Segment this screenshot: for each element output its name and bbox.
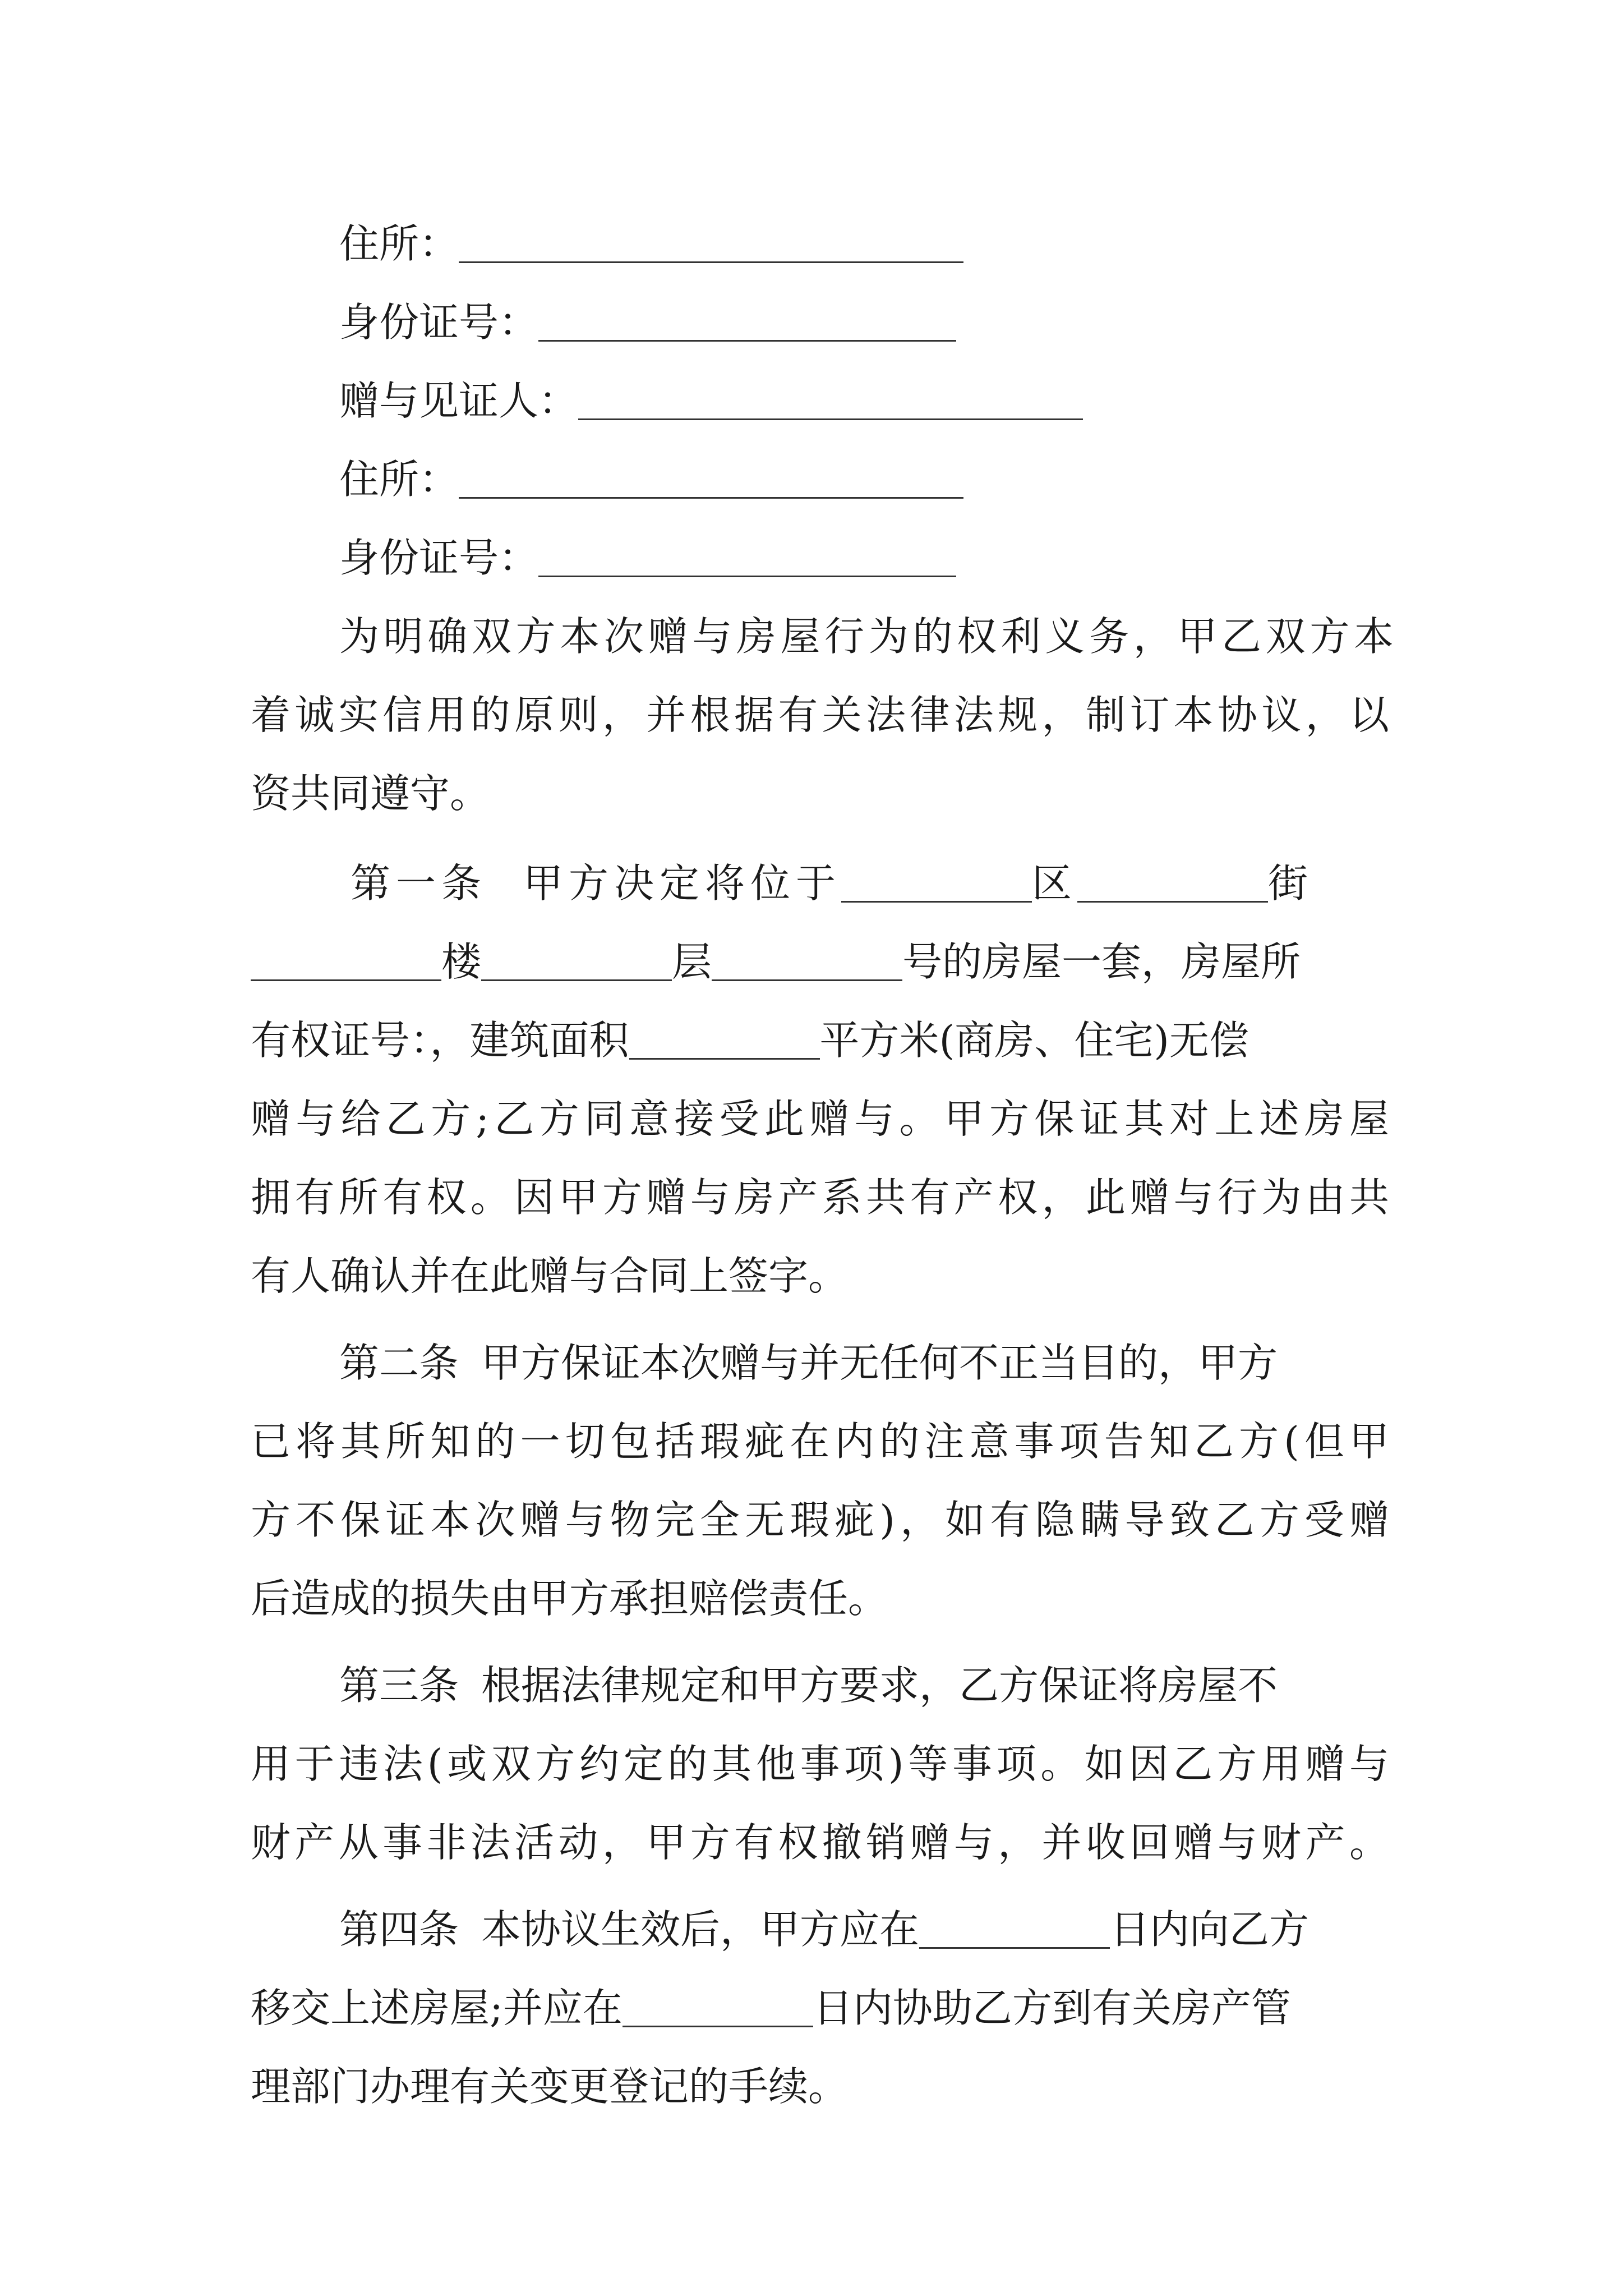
article-4-line-2 [251, 1969, 1389, 2047]
number-blank[interactable] [712, 940, 902, 981]
field-label: 身份证号： [339, 299, 539, 346]
witness-blank[interactable] [578, 379, 1083, 420]
article-3-line-3: 财产从事非法活动，甲方有权撤销赠与，并收回赠与财产。 [251, 1819, 1389, 1866]
address-blank-1[interactable] [459, 222, 963, 263]
district-label: 区 [1032, 860, 1078, 907]
article-2-heading: 第二条 [339, 1340, 459, 1386]
registration-days-blank[interactable] [623, 1986, 813, 2027]
article-3-text: 根据法律规定和甲方要求，乙方保证将房屋不 [481, 1662, 1278, 1709]
id-number-blank-1[interactable] [538, 301, 956, 342]
registration-days-label: 日内协助乙方到有关房产管 [813, 1985, 1291, 2031]
handover-days-blank[interactable] [919, 1908, 1110, 1949]
article-1-line-2 [251, 923, 1389, 1001]
intro-line-3: 资共同遵守。 [251, 770, 490, 817]
article-1-text: 甲方决定将位于 [523, 860, 842, 907]
field-label: 身份证号： [339, 535, 539, 581]
id-number-field-2 [339, 519, 1394, 597]
article-3-heading: 第三条 [339, 1662, 459, 1709]
article-2-line-4: 后造成的损失由甲方承担赔偿责任。 [251, 1575, 888, 1622]
article-2-text: 甲方保证本次赠与并无任何不正当目的，甲方 [481, 1340, 1278, 1386]
article-4-line-1 [339, 1890, 1394, 1969]
article-1-line-1 [351, 844, 1394, 923]
field-label: 住所： [339, 220, 459, 267]
field-label: 住所： [339, 456, 459, 503]
address-field-1 [339, 205, 1394, 283]
certificate-label: 有权证号：，建筑面积 [251, 1017, 629, 1064]
article-2-line-3: 方不保证本次赠与物完全无瑕疵)，如有隐瞒导致乙方受赠 [251, 1497, 1389, 1543]
area-blank[interactable] [629, 1019, 820, 1060]
witness-field [339, 362, 1394, 440]
article-1-line-3 [251, 1001, 1389, 1080]
article-4-heading: 第四条 [339, 1906, 459, 1953]
street-blank[interactable] [1077, 862, 1268, 903]
address-field-2 [339, 440, 1394, 519]
article-1-line-5: 拥有所有权。因甲方赠与房产系共有产权，此赠与行为由共 [251, 1174, 1389, 1221]
floor-label: 层 [672, 938, 712, 985]
number-label: 号的房屋一套，房屋所 [902, 938, 1301, 985]
intro-line-2: 着诚实信用的原则，并根据有关法律法规，制订本协议，以 [251, 692, 1389, 738]
article-2-line-1 [339, 1324, 1394, 1402]
id-number-field-1 [339, 283, 1394, 362]
intro-line-1: 为明确双方本次赠与房屋行为的权利义务，甲乙双方本 [339, 613, 1394, 660]
article-2-line-2: 已将其所知的一切包括瑕疵在内的注意事项告知乙方(但甲 [251, 1418, 1389, 1465]
article-4-text: 本协议生效后，甲方应在 [481, 1906, 920, 1953]
article-3-line-2: 用于违法(或双方约定的其他事项)等事项。如因乙方用赠与 [251, 1741, 1389, 1787]
building-label: 楼 [441, 938, 482, 985]
street-label: 街 [1268, 860, 1314, 907]
article-1-heading: 第一条 [351, 860, 487, 907]
area-label: 平方米(商房、住宅)无偿 [819, 1017, 1249, 1064]
district-blank[interactable] [841, 862, 1032, 903]
building-blank[interactable] [251, 940, 441, 981]
field-label: 赠与见证人： [339, 378, 579, 424]
article-4-line-3: 理部门办理有关变更登记的手续。 [251, 2063, 849, 2110]
address-blank-2[interactable] [459, 458, 963, 499]
floor-blank[interactable] [481, 940, 672, 981]
id-number-blank-2[interactable] [538, 536, 956, 577]
article-1-line-4: 赠与给乙方;乙方同意接受此赠与。甲方保证其对上述房屋 [251, 1096, 1389, 1142]
article-3-line-1 [339, 1646, 1394, 1725]
article-4-text-2: 移交上述房屋;并应在 [251, 1985, 623, 2031]
article-1-line-6: 有人确认并在此赠与合同上签字。 [251, 1253, 849, 1299]
handover-days-label: 日内向乙方 [1110, 1906, 1310, 1953]
